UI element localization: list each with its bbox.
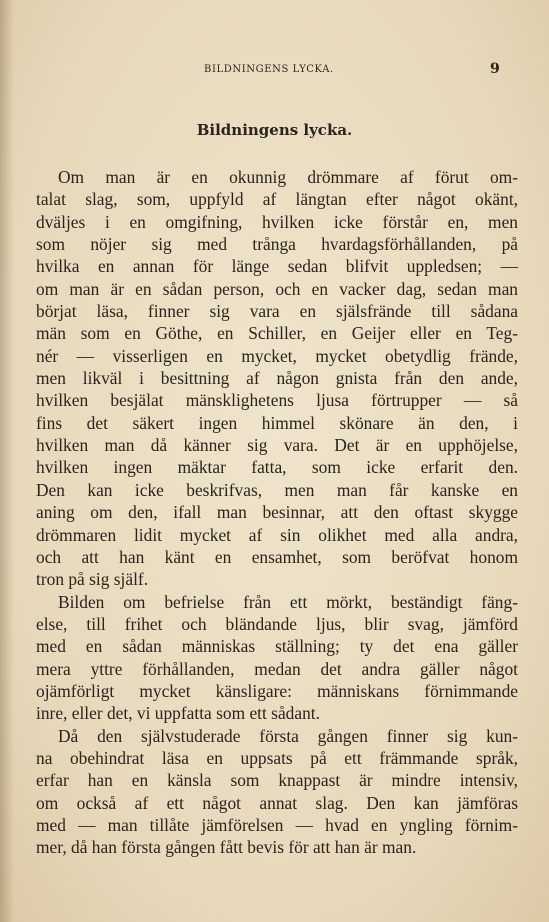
text-line: Då den självstuderade första gången finner sig kun- — [58, 725, 518, 746]
text-line: hvilken man då känner sig vara. Det är en upphöjelse, — [36, 435, 518, 456]
text-line: börjat läsa, finner sig vara en själsfrände till sådana — [36, 301, 518, 322]
paragraph — [36, 591, 518, 725]
chapter-title: Bildningens lycka. — [196, 121, 353, 139]
text-line: fins det säkert ingen himmel skönare än den, i — [36, 412, 518, 433]
text-line: mer, då han första gången fått bevis för att han är man. — [36, 837, 417, 858]
text-line: Den kan icke beskrifvas, men man får kanske en — [36, 479, 518, 500]
text-line: mera yttre förhållanden, medan det andra gäller något — [36, 658, 518, 679]
paragraph — [36, 725, 518, 859]
text-line: hvilka en annan för länge sedan blifvit uppledsen; — — [36, 256, 518, 277]
text-line: om man är en sådan person, och en vacker dag, sedan man — [36, 278, 518, 299]
running-head: BILDNINGENS LYCKA. — [204, 64, 334, 75]
text-line: män som en Göthe, en Schiller, en Geijer eller en Teg- — [36, 323, 518, 344]
text-line: inre, eller det, vi uppfatta som ett sådant. — [36, 703, 320, 724]
text-line: Om man är en okunnig drömmare af förut om- — [58, 167, 518, 187]
text-line: nér — visserligen en mycket, mycket obetydlig frände, — [36, 345, 518, 366]
text-line: aning om den, ifall man besinnar, att den oftast skygge — [36, 502, 518, 523]
body-text — [36, 166, 518, 859]
text-line: med — man tillåte jämförelsen — hvad en yngling förnim- — [36, 814, 518, 835]
text-line: och att han känt en ensamhet, som beröfvat honom — [36, 546, 518, 567]
text-line: else, till frihet och bländande ljus, blir svag, jämförd — [36, 613, 518, 634]
text-line: ojämförligt mycket känsligare: människans förnimmande — [36, 680, 518, 701]
text-line: hvilken ingen mäktar fatta, som icke erfarit den. — [36, 457, 518, 478]
text-line: dväljes i en omgifning, hvilken icke förstår en, men — [36, 211, 518, 232]
text-line: men likväl i besittning af någon gnista från den ande, — [36, 368, 518, 389]
text-line: erfar han en känsla som knappast är mindre intensiv, — [36, 770, 518, 791]
text-line: Bilden om befrielse från ett mörkt, beständigt fäng- — [58, 591, 518, 612]
text-line: som nöjer sig med trånga hvardagsförhållanden, på — [36, 234, 518, 255]
text-line: na obehindrat läsa en uppsats på ett främmande språk, — [36, 747, 518, 768]
page-number: 9 — [490, 61, 500, 77]
text-line: hvilken besjälat mänsklighetens ljusa förtrupper — så — [36, 390, 518, 411]
text-line: drömmaren lidit mycket af sin olikhet med alla andra, — [36, 524, 518, 545]
paragraph — [36, 166, 518, 591]
text-line: tron på sig själf. — [36, 569, 149, 590]
text-line: med en sådan människas ställning; ty det ena gäller — [36, 636, 518, 657]
text-line: talat slag, som, uppfyld af längtan efter något okänt, — [36, 189, 518, 210]
text-line: om också af ett något annat slag. Den kan jämföras — [36, 792, 518, 813]
